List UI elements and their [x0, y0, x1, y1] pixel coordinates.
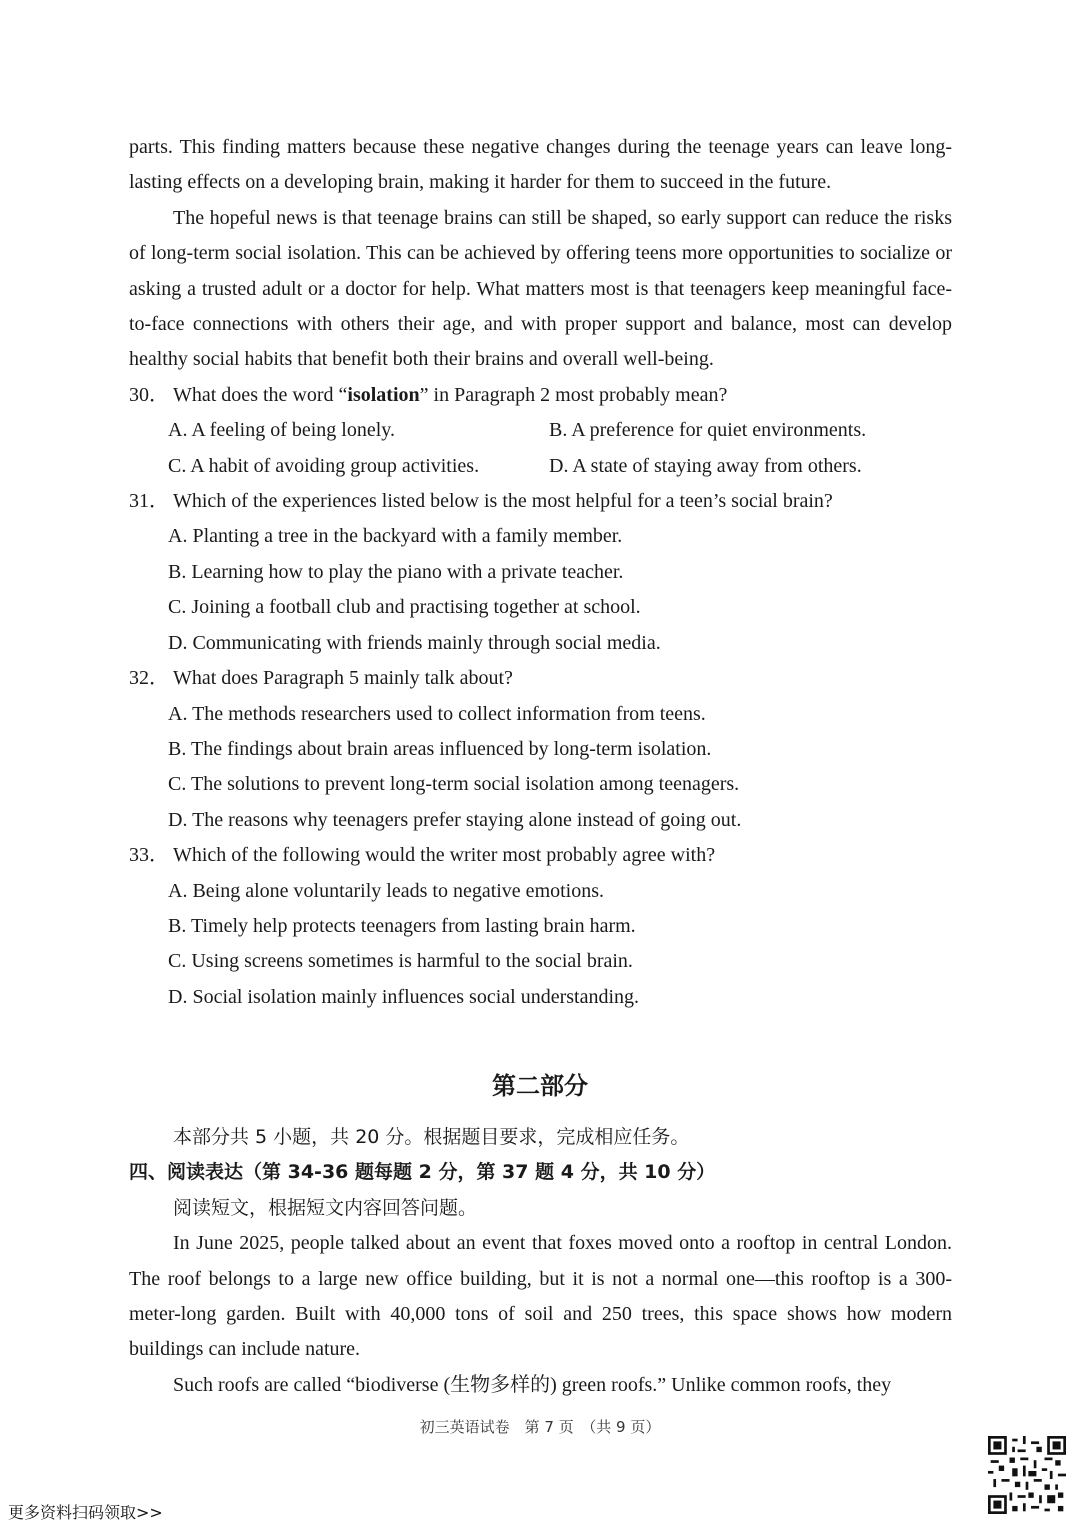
question-number: 30．	[129, 383, 169, 406]
question-32	[129, 661, 952, 696]
option-c[interactable]: C. The solutions to prevent long-term social isolation among teenagers.	[168, 773, 740, 796]
question-stem: What does Paragraph 5 mainly talk about?	[173, 667, 513, 690]
qr-code-icon[interactable]	[988, 1436, 1066, 1514]
option-b[interactable]: B. The findings about brain areas influenced by long-term isolation.	[168, 737, 712, 760]
reading-paragraph-1: In June 2025, people talked about an event that foxes moved onto a rooftop in central London. The roof belongs to a large new office building, but it is not a normal one—this rooftop is a 300-meter-long garden. Built with 40,000 tons of soil and 250 trees, this space shows how modern buildings can include nature.	[129, 1232, 952, 1361]
option-a[interactable]: A. Planting a tree in the backyard with a family member.	[168, 525, 623, 548]
option-c[interactable]: C. Using screens sometimes is harmful to the social brain.	[168, 950, 633, 973]
part-two-title: 第二部分	[492, 1072, 588, 1100]
option-b[interactable]: B. A preference for quiet environments.	[549, 419, 867, 442]
option-c[interactable]: C. A habit of avoiding group activities.	[168, 454, 480, 477]
question-stem-after: ” in Paragraph 2 most probably mean?	[419, 383, 728, 406]
passage-paragraph-1: parts. This finding matters because these negative changes during the teenage years can leave long-lasting effects on a developing brain, making it harder for them to succeed in the future.	[129, 136, 952, 194]
part-two-intro: 本部分共 5 小题，共 20 分。根据题目要求，完成相应任务。	[173, 1126, 690, 1148]
question-number: 33．	[129, 844, 169, 867]
question-stem-keyword: isolation	[347, 383, 420, 406]
passage-continued	[129, 130, 952, 1015]
question-stem: Which of the experiences listed below is the most helpful for a teen’s social brain?	[173, 490, 833, 513]
option-d[interactable]: D. Social isolation mainly influences social understanding.	[168, 985, 640, 1008]
option-d[interactable]: D. The reasons why teenagers prefer staying alone instead of going out.	[168, 808, 742, 831]
option-d[interactable]: D. A state of staying away from others.	[549, 454, 862, 477]
section-four-heading: 四、阅读表达（第 34-36 题每题 2 分，第 37 题 4 分，共 10 分）	[129, 1161, 716, 1184]
reading-paragraph-2: Such roofs are called “biodiverse (生物多样的) green roofs.” Unlike common roofs, they	[173, 1373, 892, 1396]
question-stem-before: What does the word “	[173, 383, 348, 406]
part-two-body	[129, 1120, 952, 1403]
question-number: 32．	[129, 667, 169, 690]
question-stem: Which of the following would the writer most probably agree with?	[173, 844, 716, 867]
question-33	[129, 838, 952, 873]
option-b[interactable]: B. Learning how to play the piano with a private teacher.	[168, 560, 624, 583]
question-31	[129, 484, 952, 519]
option-a[interactable]: A. A feeling of being lonely.	[168, 419, 395, 442]
passage-paragraph-2: The hopeful news is that teenage brains can still be shaped, so early support can reduce the risks of long-term social isolation. This can be achieved by offering teens more opportunities to socialize or asking a trusted adult or a doctor for help. What matters most is that teenagers keep meaningful face-to-face connections with others their age, and with proper support and balance, most can develop healthy social habits that benefit both their brains and overall well-being.	[129, 206, 952, 371]
option-a[interactable]: A. Being alone voluntarily leads to negative emotions.	[168, 879, 605, 902]
options-row	[129, 449, 952, 484]
option-a[interactable]: A. The methods researchers used to collect information from teens.	[168, 702, 706, 725]
question-number: 31．	[129, 490, 169, 513]
option-c[interactable]: C. Joining a football club and practising together at school.	[168, 596, 641, 619]
question-30	[129, 378, 952, 413]
reading-instruction: 阅读短文，根据短文内容回答问题。	[173, 1196, 478, 1219]
option-d[interactable]: D. Communicating with friends mainly through social media.	[168, 631, 661, 654]
options-row	[129, 413, 952, 448]
page-footer: 初三英语试卷 第 7 页 （共 9 页）	[419, 1418, 661, 1436]
more-resources-link[interactable]: 更多资料扫码领取>>	[8, 1503, 163, 1522]
option-b[interactable]: B. Timely help protects teenagers from lasting brain harm.	[168, 914, 636, 937]
